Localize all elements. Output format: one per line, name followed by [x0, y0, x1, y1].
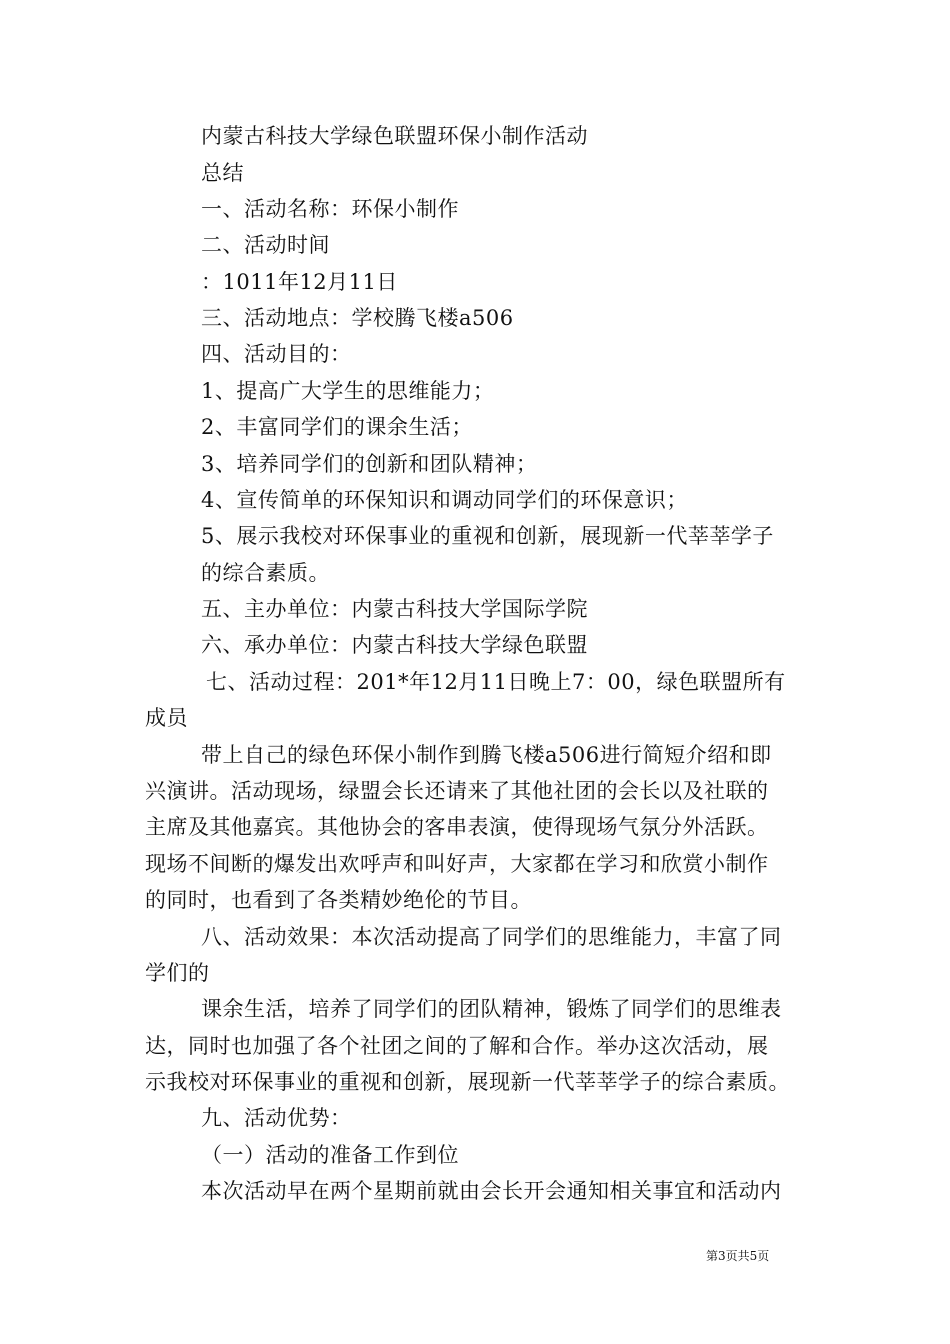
process-line-3: 带上自己的绿色环保小制作到腾飞楼a506进行简短介绍和即: [201, 743, 772, 767]
doc-title-line2: 总结: [201, 161, 244, 185]
item-activity-purpose: 四、活动目的：: [201, 342, 352, 366]
item-undertaker: 六、承办单位：内蒙古科技大学绿色联盟: [201, 633, 588, 657]
process-line-5: 主席及其他嘉宾。其他协会的客串表演，使得现场气氛分外活跃。: [145, 815, 769, 839]
effect-line-2: 学们的: [145, 961, 210, 985]
page-number: 第3页共5页: [706, 1249, 770, 1263]
process-line-2: 成员: [145, 706, 188, 730]
advantage-text-1: 本次活动早在两个星期前就由会长开会通知相关事宜和活动内: [201, 1179, 782, 1203]
purpose-item-2: 2、丰富同学们的课余生活；: [201, 415, 473, 439]
process-line-6: 现场不间断的爆发出欢呼声和叫好声，大家都在学习和欣赏小制作: [145, 852, 769, 876]
item-activity-time: 二、活动时间: [201, 233, 330, 257]
purpose-item-5-cont: 的综合素质。: [201, 561, 330, 585]
item-activity-date: ：1011年12月11日: [201, 270, 398, 294]
advantage-subheading-1: （一）活动的准备工作到位: [201, 1143, 459, 1167]
process-line-4: 兴演讲。活动现场，绿盟会长还请来了其他社团的会长以及社联的: [145, 779, 769, 803]
purpose-item-5: 5、展示我校对环保事业的重视和创新，展现新一代莘莘学子: [201, 524, 774, 548]
purpose-item-4: 4、宣传简单的环保知识和调动同学们的环保意识；: [201, 488, 688, 512]
process-line-1: 七、活动过程：201*年12月11日晚上7：00，绿色联盟所有: [206, 670, 786, 694]
item-activity-name: 一、活动名称：环保小制作: [201, 197, 459, 221]
item-organizer: 五、主办单位：内蒙古科技大学国际学院: [201, 597, 588, 621]
effect-line-4: 达，同时也加强了各个社团之间的了解和合作。举办这次活动，展: [145, 1034, 769, 1058]
advantage-heading: 九、活动优势：: [201, 1106, 352, 1130]
doc-title-line1: 内蒙古科技大学绿色联盟环保小制作活动: [201, 124, 588, 148]
purpose-item-1: 1、提高广大学生的思维能力；: [201, 379, 495, 403]
process-line-7: 的同时，也看到了各类精妙绝伦的节目。: [145, 888, 532, 912]
effect-line-5: 示我校对环保事业的重视和创新，展现新一代莘莘学子的综合素质。: [145, 1070, 790, 1094]
item-activity-place: 三、活动地点：学校腾飞楼a506: [201, 306, 514, 330]
effect-line-3: 课余生活，培养了同学们的团队精神，锻炼了同学们的思维表: [201, 997, 782, 1021]
effect-line-1: 八、活动效果：本次活动提高了同学们的思维能力，丰富了同: [201, 925, 782, 949]
purpose-item-3: 3、培养同学们的创新和团队精神；: [201, 452, 538, 476]
